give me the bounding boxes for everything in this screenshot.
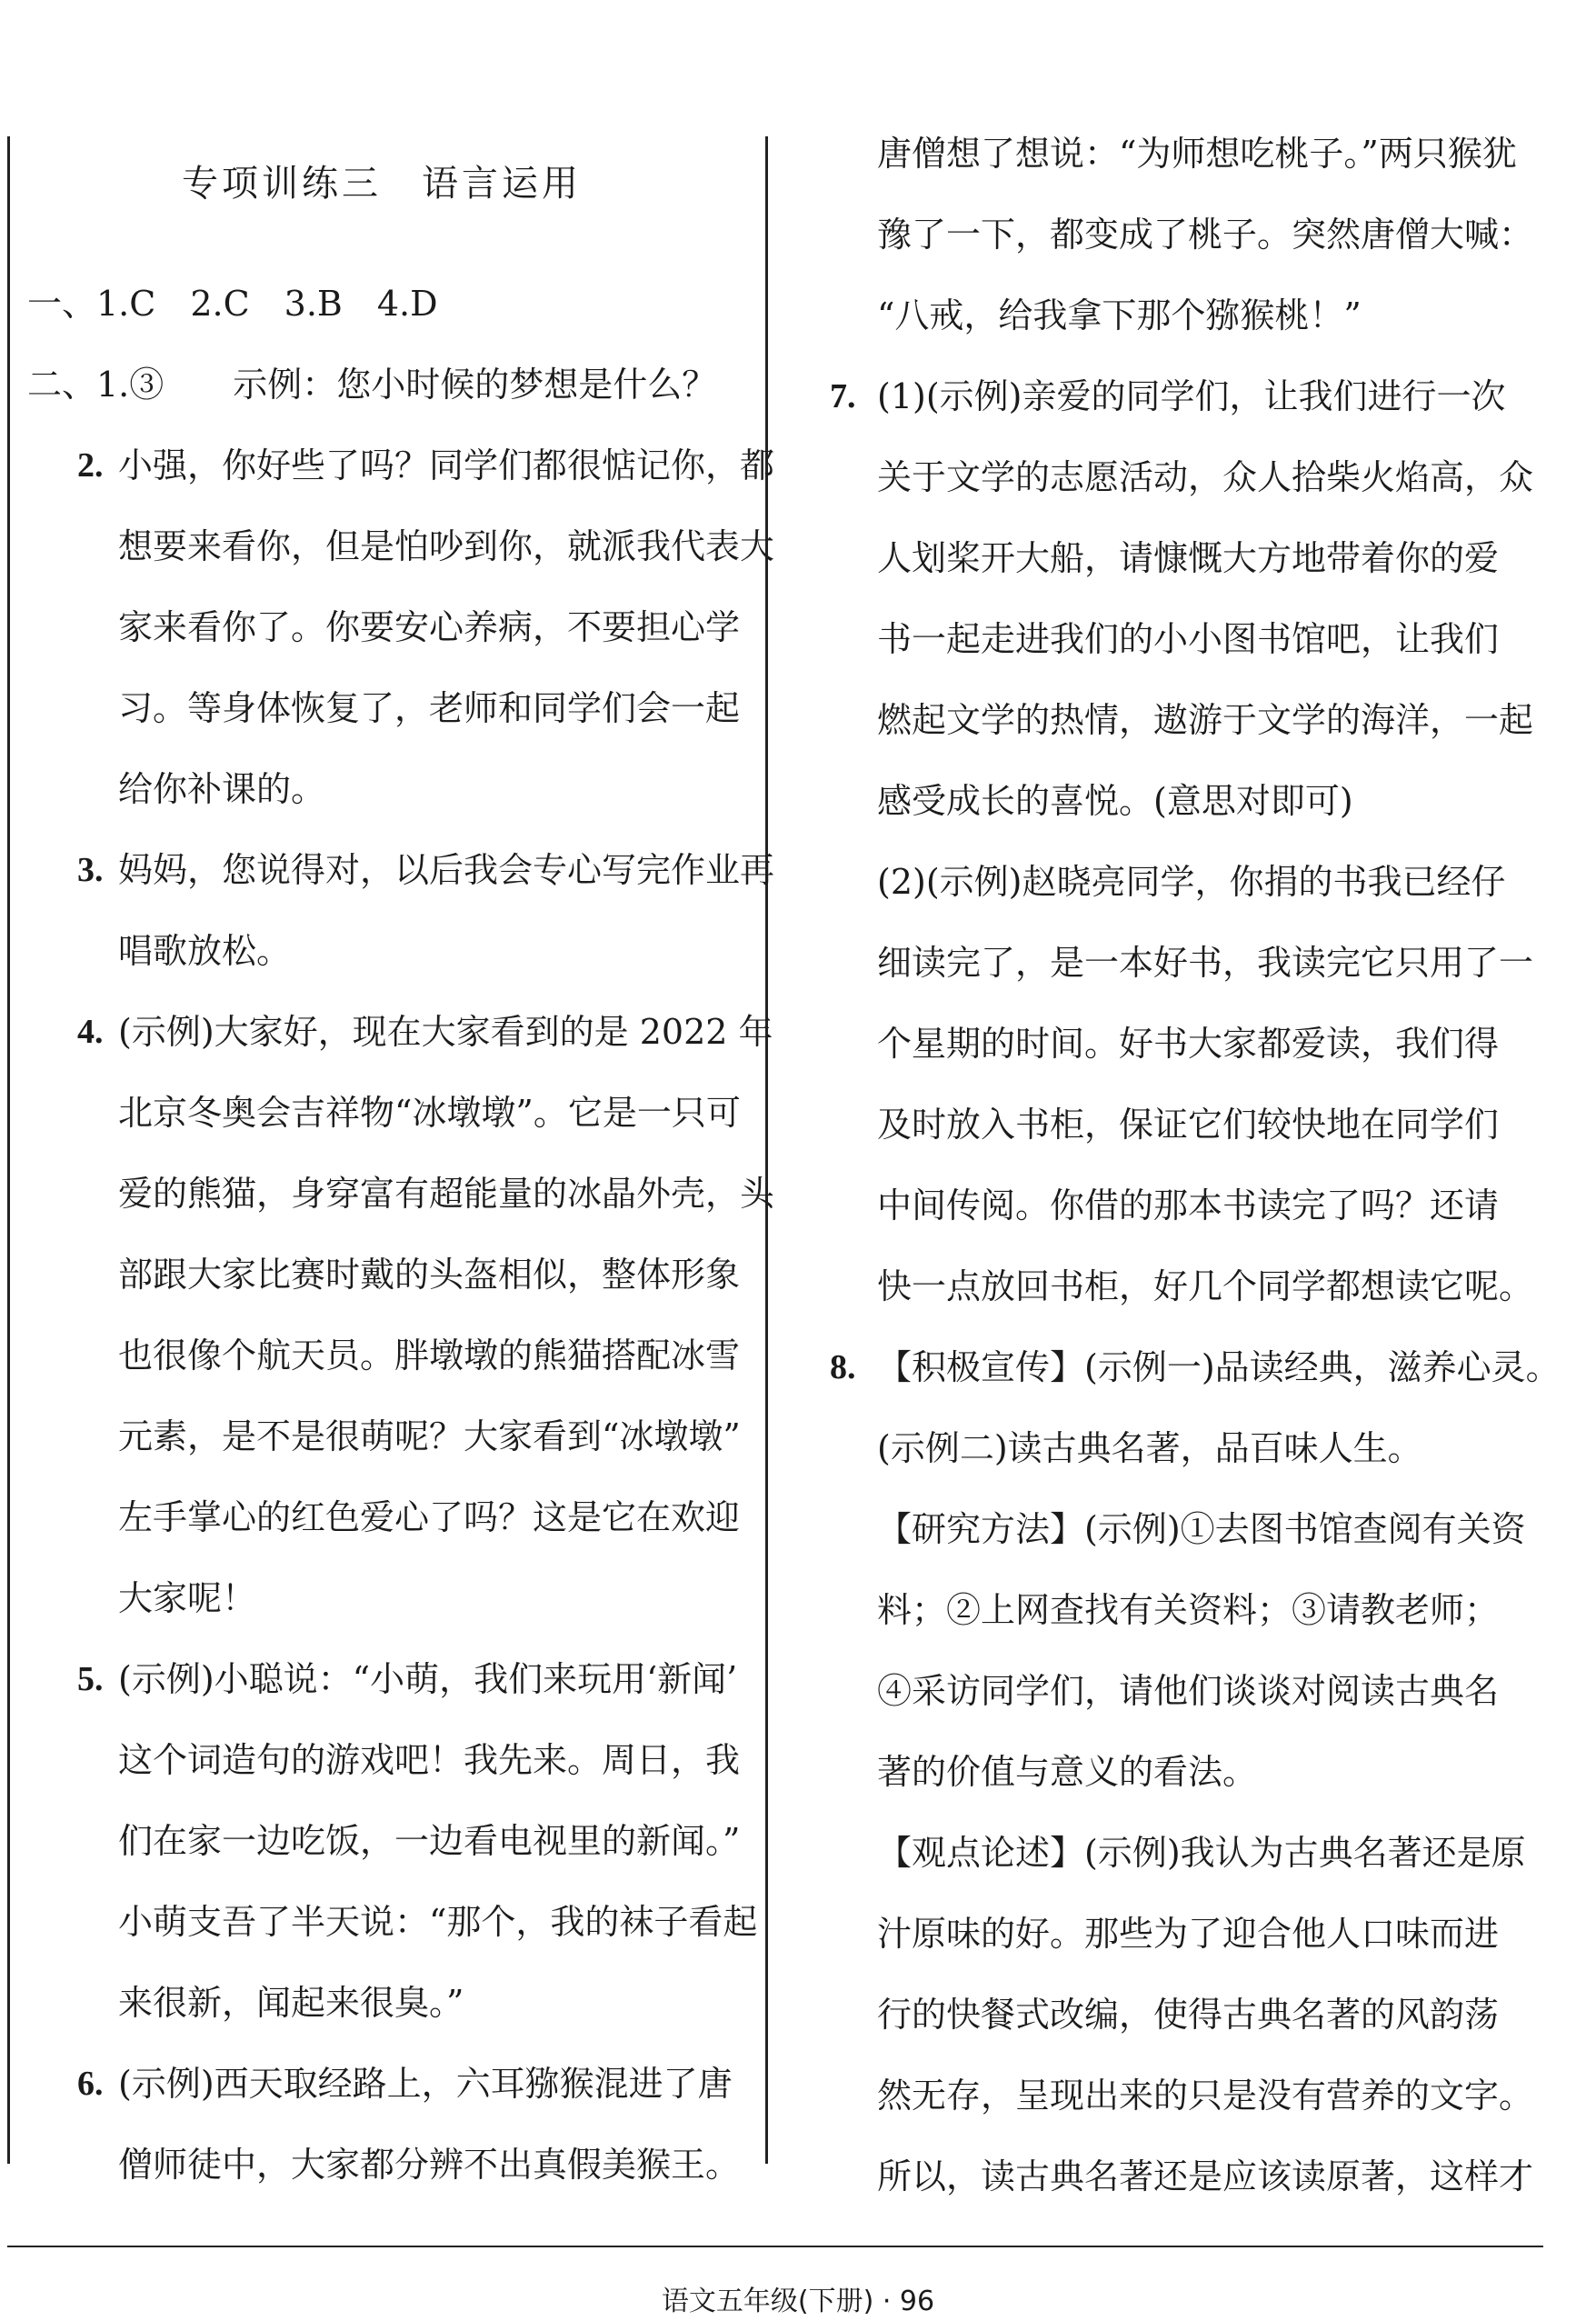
line-text: 及时放入书柜，保证它们较快地在同学们 — [877, 1105, 1500, 1145]
line-text: 唱歌放松。 — [118, 931, 292, 971]
text-line — [859, 599, 1531, 680]
text-line — [0, 1963, 763, 2044]
line-text: 【观点论述】(示例)我认为古典名著还是原 — [877, 1833, 1526, 1873]
line-text: 然无存，呈现出来的只是没有营养的文字。 — [877, 2076, 1534, 2116]
text-line — [859, 1975, 1531, 2056]
text-line — [0, 1639, 763, 1720]
footer-rule — [7, 2246, 1543, 2247]
text-line — [859, 1085, 1531, 1166]
text-line — [0, 2044, 763, 2125]
text-line — [859, 437, 1534, 518]
text-line — [0, 1316, 763, 1396]
text-line — [859, 1894, 1531, 1975]
line-text: (示例)大家好，现在大家看到的是 2022 年 — [118, 1012, 773, 1052]
text-line — [859, 1732, 1531, 1813]
line-text: 关于文学的志愿活动，众人拾柴火焰高，众 — [877, 457, 1534, 497]
text-line — [0, 1073, 763, 1154]
right-column — [830, 114, 1561, 2217]
question-number: 7. — [830, 377, 856, 415]
text-line — [0, 1154, 775, 1235]
line-text: (2)(示例)赵晓亮同学，你捐的书我已经仔 — [877, 862, 1506, 902]
line-text: 元素，是不是很萌呢？大家看到“冰墩墩” — [118, 1416, 741, 1456]
text-line — [859, 1489, 1531, 1570]
line-text: 汁原味的好。那些为了迎合他人口味而进 — [877, 1914, 1500, 1954]
line-text: “八戒，给我拿下那个猕猴桃！” — [877, 295, 1362, 335]
question-number: 2. — [77, 446, 104, 485]
line-text: 大家呢！ — [118, 1578, 257, 1618]
line-text: 一、1.C 2.C 3.B 4.D — [27, 284, 438, 324]
line-text: 给你补课的。 — [118, 769, 326, 809]
text-line — [0, 506, 775, 587]
line-text: 著的价值与意义的看法。 — [877, 1752, 1258, 1792]
text-line — [0, 1477, 763, 1558]
text-line — [859, 114, 1531, 195]
text-line — [0, 1235, 763, 1316]
line-text: (1)(示例)亲爱的同学们，让我们进行一次 — [877, 376, 1506, 416]
question-number: 5. — [77, 1660, 104, 1698]
text-line — [0, 830, 775, 911]
text-line — [859, 680, 1534, 761]
line-text: 料；②上网查找有关资料；③请教老师； — [877, 1590, 1500, 1630]
text-line — [830, 1327, 1561, 1408]
text-line — [859, 1004, 1531, 1085]
line-text: 人划桨开大船，请慷慨大方地带着你的爱 — [877, 538, 1500, 578]
text-line — [830, 356, 1531, 437]
text-line — [0, 992, 773, 1073]
line-text: 快一点放回书柜，好几个同学都想读它呢。 — [877, 1266, 1534, 1306]
text-line — [859, 761, 1531, 842]
question-number: 6. — [77, 2065, 104, 2103]
line-text: 部跟大家比赛时戴的头盔相似，整体形象 — [118, 1255, 741, 1295]
text-line — [859, 2136, 1534, 2217]
line-text: 北京冬奥会吉祥物“冰墩墩”。它是一只可 — [118, 1093, 741, 1133]
line-text: 小萌支吾了半天说：“那个，我的袜子看起 — [118, 1902, 758, 1942]
text-line — [0, 1720, 763, 1801]
text-line — [859, 1813, 1531, 1894]
line-text: 中间传阅。你借的那本书读完了吗？还请 — [877, 1186, 1500, 1226]
question-number: 3. — [77, 851, 104, 889]
text-line — [0, 345, 763, 425]
text-line — [0, 1558, 763, 1639]
question-number: 4. — [77, 1013, 104, 1051]
line-text: 们在家一边吃饭，一边看电视里的新闻。” — [118, 1821, 741, 1861]
line-text: 细读完了，是一本好书，我读完它只用了一 — [877, 943, 1534, 983]
line-text: 小强，你好些了吗？同学们都很惦记你，都 — [118, 445, 775, 485]
line-text: 妈妈，您说得对，以后我会专心写完作业再 — [118, 850, 775, 890]
line-text: 感受成长的喜悦。(意思对即可) — [877, 781, 1353, 821]
text-line — [0, 1882, 763, 1963]
line-text: 习。等身体恢复了，老师和同学们会一起 — [118, 688, 741, 728]
page-footer: 语文五年级(下册) · 96 — [661, 2286, 935, 2317]
text-line — [0, 264, 763, 345]
line-text: (示例)西天取经路上，六耳猕猴混进了唐 — [118, 2064, 733, 2104]
text-line — [859, 1408, 1531, 1489]
line-text: 想要来看你，但是怕吵到你，就派我代表大 — [118, 526, 775, 566]
line-text: 豫了一下，都变成了桃子。突然唐僧大喊： — [877, 215, 1534, 255]
line-text: ④采访同学们，请他们谈谈对阅读古典名 — [877, 1671, 1500, 1711]
line-text: 燃起文学的热情，遨游于文学的海洋，一起 — [877, 700, 1534, 740]
text-line — [0, 2125, 763, 2206]
text-line — [859, 275, 1531, 356]
text-line — [0, 911, 763, 992]
line-text: (示例二)读古典名著，品百味人生。 — [877, 1428, 1422, 1468]
section-title: 专项训练三 语言运用 — [182, 163, 582, 205]
left-column — [0, 264, 775, 2206]
line-text: 个星期的时间。好书大家都爱读，我们得 — [877, 1024, 1500, 1064]
line-text: 爱的熊猫，身穿富有超能量的冰晶外壳，头 — [118, 1174, 775, 1214]
text-line — [859, 1166, 1531, 1246]
text-line — [859, 842, 1531, 923]
line-text: 唐僧想了想说：“为师想吃桃子。”两只猴犹 — [877, 134, 1517, 174]
text-line — [0, 587, 763, 668]
question-number: 8. — [830, 1348, 856, 1386]
line-text: 左手掌心的红色爱心了吗？这是它在欢迎 — [118, 1497, 741, 1537]
text-line — [859, 1570, 1531, 1651]
line-text: 也很像个航天员。胖墩墩的熊猫搭配冰雪 — [118, 1336, 741, 1376]
line-text: (示例)小聪说：“小萌，我们来玩用‘新闻’ — [118, 1659, 738, 1699]
line-text: 来很新，闻起来很臭。” — [118, 1983, 464, 2023]
line-text: 书一起走进我们的小小图书馆吧，让我们 — [877, 619, 1500, 659]
line-text: 行的快餐式改编，使得古典名著的风韵荡 — [877, 1995, 1500, 2035]
line-text: 【积极宣传】(示例一)品读经典，滋养心灵。 — [877, 1347, 1561, 1387]
line-text: 僧师徒中，大家都分辨不出真假美猴王。 — [118, 2145, 741, 2185]
text-line — [0, 668, 763, 749]
text-line — [859, 518, 1531, 599]
line-text: 家来看你了。你要安心养病，不要担心学 — [118, 607, 741, 647]
text-line — [859, 2056, 1534, 2136]
text-line — [859, 923, 1534, 1004]
line-text: 二、1.③ 示例：您小时候的梦想是什么？ — [27, 365, 717, 405]
line-text: 【研究方法】(示例)①去图书馆查阅有关资 — [877, 1509, 1526, 1549]
text-line — [0, 749, 763, 830]
text-line — [859, 195, 1534, 275]
text-line — [0, 1801, 763, 1882]
text-line — [859, 1651, 1531, 1732]
line-text: 这个词造句的游戏吧！我先来。周日，我 — [118, 1740, 741, 1780]
text-line — [0, 425, 775, 506]
text-line — [0, 1396, 763, 1477]
line-text: 所以，读古典名著还是应该读原著，这样才 — [877, 2156, 1534, 2196]
text-line — [859, 1246, 1534, 1327]
